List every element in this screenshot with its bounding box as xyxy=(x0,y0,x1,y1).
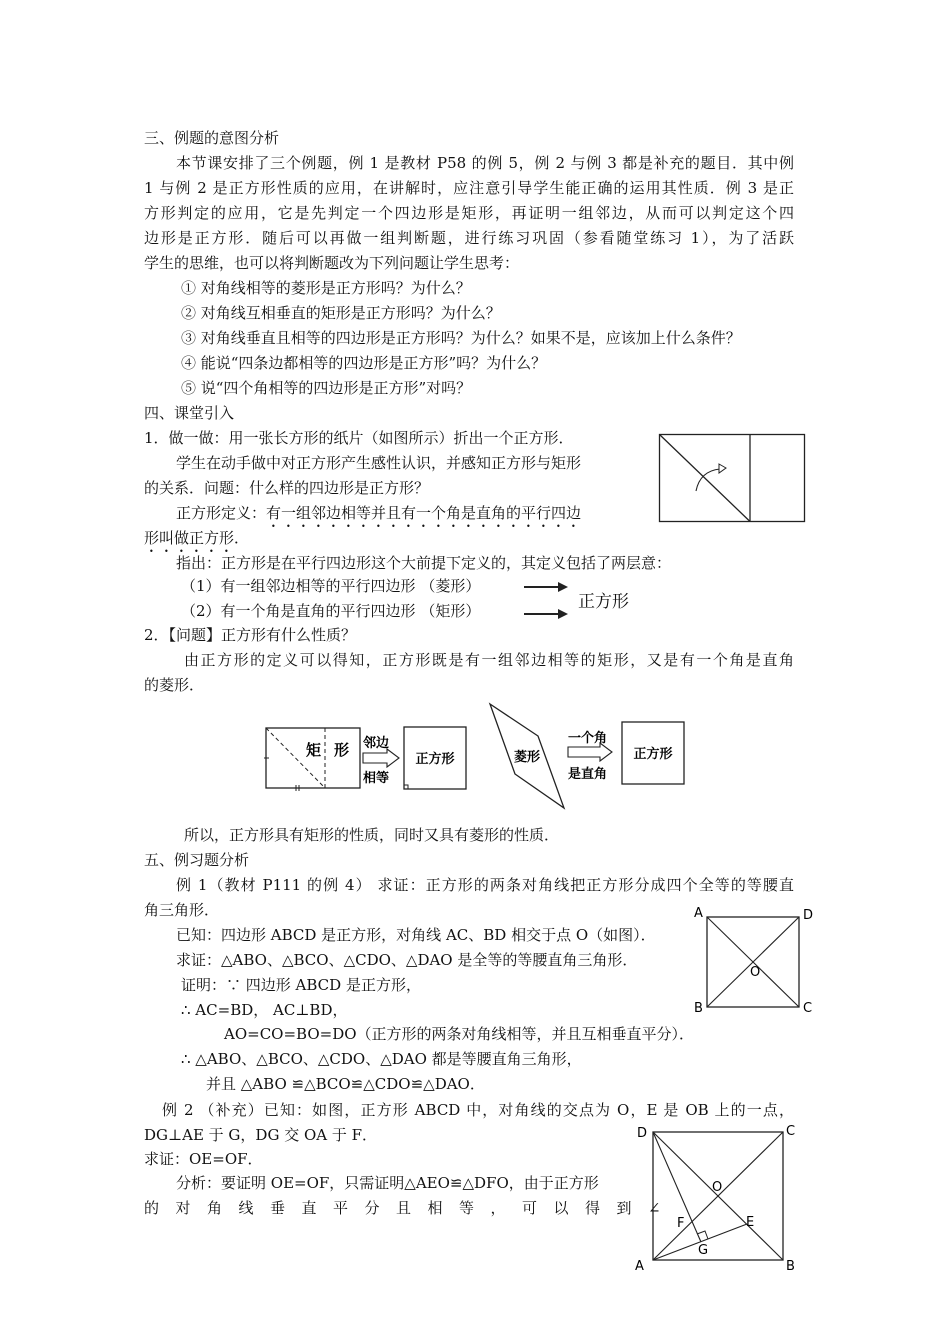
section4-heading: 四、课堂引入 xyxy=(144,404,235,422)
point-label-f: F xyxy=(677,1216,685,1231)
question-item: ⑤ 说“四个角相等的四边形是正方形”对吗？ xyxy=(181,379,472,397)
question-item: ④ 能说“四条边都相等的四边形是正方形”吗？为什么？ xyxy=(181,354,547,372)
vertex-label-b: B xyxy=(694,1001,703,1016)
item1-para-line: 学生在动手做中对正方形产生感性认识，并感知正方形与矩形 xyxy=(176,454,582,472)
section3-para-line: 边形是正方形．随后可以再做一组判断题，进行练习巩固（参看随堂练习 1），为了活跃 xyxy=(144,229,794,247)
question-item: ③ 对角线垂直且相等的四边形是正方形吗？为什么？如果不是，应该加上什么条件？ xyxy=(181,329,741,347)
arrow1-bottom: 相等 xyxy=(363,771,390,786)
vertex-label-a: A xyxy=(694,906,703,921)
definition-text: 有一组邻边相等并且有一个角是直角的平行四边 xyxy=(266,504,582,522)
analysis-line: 分析：要证明 OE=OF，只需证明△AEO≌△DFO，由于正方形 xyxy=(176,1174,599,1192)
vertex-label-d: D xyxy=(637,1126,648,1141)
example2-figure xyxy=(630,1118,800,1276)
example1-known: 已知：四边形 ABCD 是正方形，对角线 AC、BD 相交于点 O（如图）． xyxy=(176,926,656,944)
example2-prove: 求证：OE=OF． xyxy=(144,1150,263,1168)
section5-heading: 五、例习题分析 xyxy=(144,851,250,869)
definition-text-2: 形叫做正方形 xyxy=(144,529,235,547)
rhombus-label: 菱形 xyxy=(513,750,541,765)
vertex-label-d: D xyxy=(803,908,814,923)
proof-line: ∴ △ABO、△BCO、△CDO、△DAO 都是等腰直角三角形， xyxy=(181,1050,582,1068)
arrow2-bottom: 是直角 xyxy=(568,767,608,782)
definition-line xyxy=(176,503,581,531)
vertex-label-c: C xyxy=(803,1001,813,1016)
conclusion-text: 所以，正方形具有矩形的性质，同时又具有菱形的性质． xyxy=(184,826,560,844)
square2-label: 正方形 xyxy=(633,747,673,762)
center-label-o: O xyxy=(712,1180,723,1195)
example1-figure xyxy=(690,900,820,1020)
item2-para-line: 的菱形． xyxy=(144,676,205,694)
hollow-arrow-1 xyxy=(363,749,399,767)
example1-prove: 求证：△ABO、△BCO、△CDO、△DAO 是全等的等腰直角三角形． xyxy=(176,951,638,969)
definition-label: 正方形定义： xyxy=(176,504,267,522)
example1-line: 角三角形． xyxy=(144,901,220,919)
section3-para-line: 本节课安排了三个例题，例 1 是教材 P58 的例 5，例 2 与例 3 都是补充的题目．其中例 xyxy=(176,154,794,172)
condition-2: （2）有一个角是直角的平行四边形 （矩形） xyxy=(181,602,481,620)
result-label: 正方形 xyxy=(578,592,629,612)
question-item: ② 对角线互相垂直的矩形是正方形吗？为什么？ xyxy=(181,304,501,322)
section3-para-line: 方形判定的应用，它是先判定一个四边形是矩形，再证明一组邻边，从而可以判定这个四 xyxy=(144,204,794,222)
vertex-label-b: B xyxy=(786,1259,795,1274)
proof-line: 并且 △ABO ≌△BCO≌△CDO≌△DAO． xyxy=(206,1075,485,1093)
item2-text: 2．【问题】正方形有什么性质？ xyxy=(144,626,357,644)
condition-arrows xyxy=(522,580,572,620)
pointout-text: 指出：正方形是在平行四边形这个大前提下定义的，其定义包括了两层意： xyxy=(176,554,672,572)
vertex-label-a: A xyxy=(635,1259,644,1274)
paper-rectangle xyxy=(660,435,805,522)
section3-para-line: 1 与例 2 是正方形性质的应用，在讲解时，应注意引导学生能正确的运用其性质．例 3 是正 xyxy=(144,179,794,197)
example2-line: DG⊥AE 于 G，DG 交 OA 于 F． xyxy=(144,1126,378,1144)
proof-line: ∴ AC=BD， AC⊥BD， xyxy=(181,1001,348,1019)
example2-line: 例 2 （补充）已知：如图，正方形 ABCD 中，对角线的交点为 O，E 是 OB 上的一点， xyxy=(162,1101,794,1119)
question-item: ① 对角线相等的菱形是正方形吗？为什么？ xyxy=(181,279,471,297)
fold-line-diagonal xyxy=(660,435,751,522)
square-relation-diagram xyxy=(262,700,692,812)
example1-line: 例 1（教材 P111 的例 4） 求证：正方形的两条对角线把正方形分成四个全等的等腰直 xyxy=(176,876,794,894)
proof-line: 证明：∵ 四边形 ABCD 是正方形， xyxy=(181,976,421,994)
item1-para-line: 的关系．问题：什么样的四边形是正方形？ xyxy=(144,479,430,497)
square1-label: 正方形 xyxy=(415,752,455,767)
arrow-head-2 xyxy=(558,609,568,619)
paper-fold-figure xyxy=(658,433,806,523)
analysis-line: 的对角线垂直平分且相等，可以得到∠ xyxy=(144,1199,678,1217)
definition-line-2 xyxy=(144,528,249,556)
vertex-label-c: C xyxy=(786,1124,796,1139)
proof-line: AO=CO=BO=DO（正方形的两条对角线相等，并且互相垂直平分）． xyxy=(224,1025,695,1043)
fold-arrow-head xyxy=(719,464,726,473)
point-label-e: E xyxy=(746,1215,755,1230)
point-label-g: G xyxy=(698,1243,709,1258)
arrow-head-1 xyxy=(558,582,568,592)
rect-label-2: 形 xyxy=(334,741,350,759)
center-label-o: O xyxy=(750,965,761,980)
section3-heading: 三、例题的意图分析 xyxy=(144,129,280,147)
condition-1: （1）有一组邻边相等的平行四边形 （菱形） xyxy=(181,577,481,595)
rect-label-1: 矩 xyxy=(306,741,322,759)
section3-para-line: 学生的思维，也可以将判断题改为下列问题让学生思考： xyxy=(144,254,520,272)
arrow1-top: 邻边 xyxy=(363,736,390,751)
item2-para-line: 由正方形的定义可以得知，正方形既是有一组邻边相等的矩形，又是有一个角是直角 xyxy=(184,651,794,669)
arrow2-top: 一个角 xyxy=(568,731,608,746)
definition-end: ． xyxy=(234,529,250,547)
item1-text: 1．做一做：用一张长方形的纸片（如图所示）折出一个正方形． xyxy=(144,429,574,447)
